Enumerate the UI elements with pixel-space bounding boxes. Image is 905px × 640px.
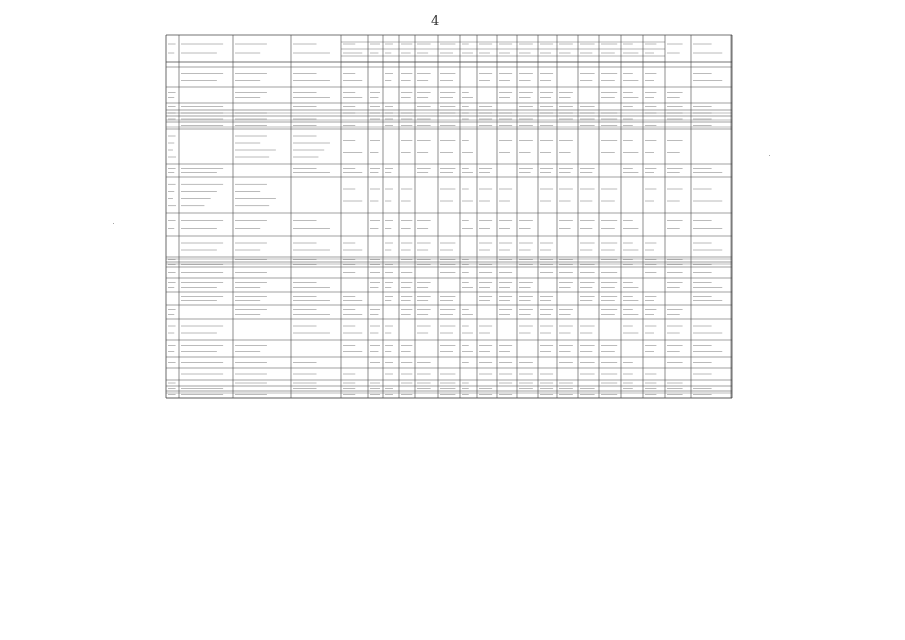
- scan-speck: ·: [112, 218, 115, 228]
- page-number: 4: [431, 14, 440, 29]
- scan-speck: ·: [768, 150, 771, 160]
